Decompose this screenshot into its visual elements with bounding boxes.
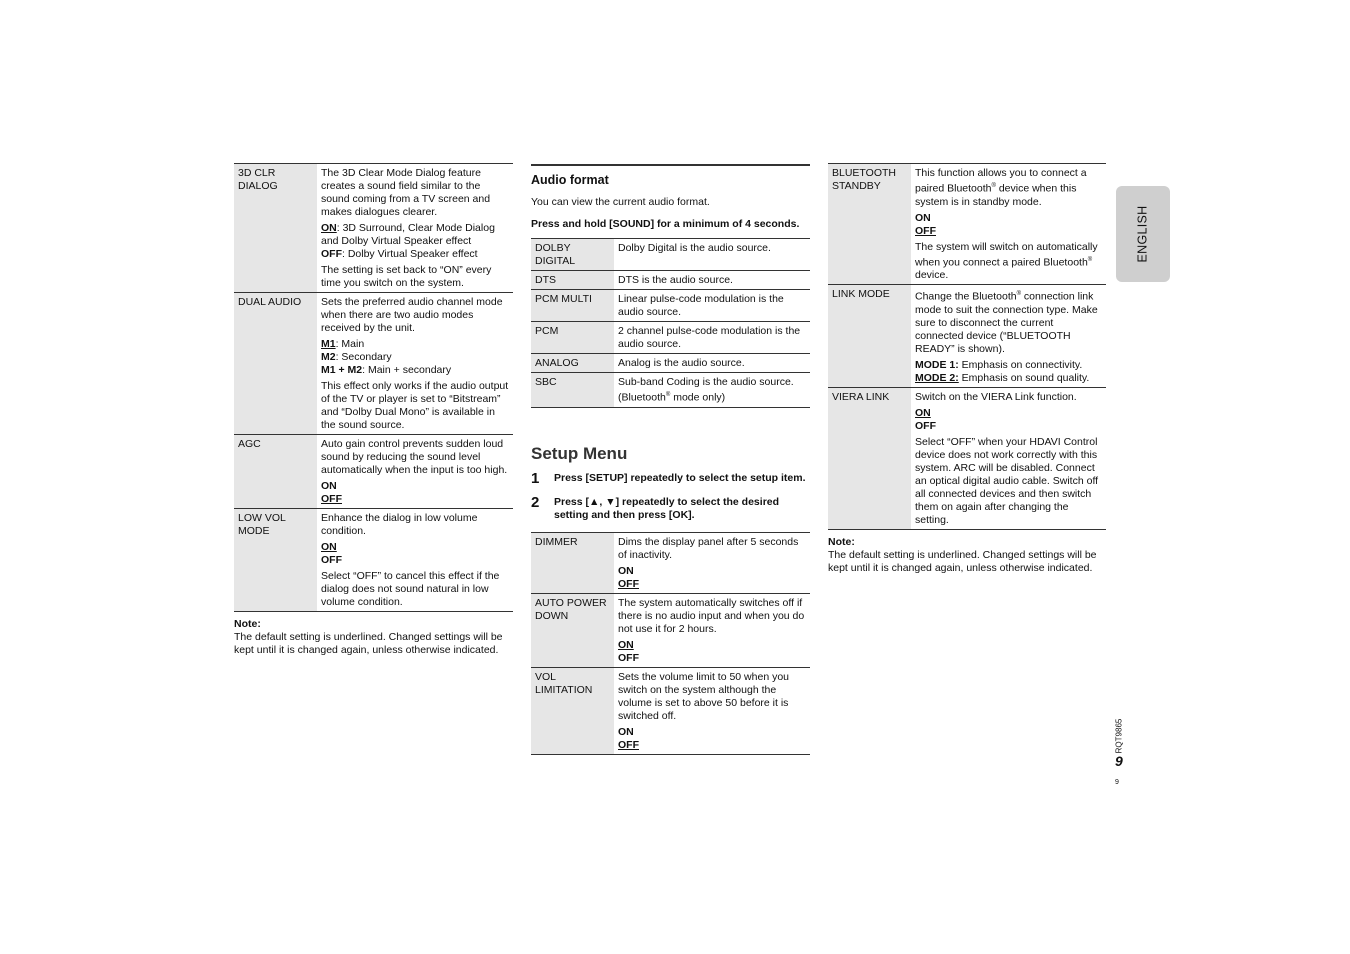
option-default: MODE 2: <box>915 371 959 384</box>
format-description: 2 channel pulse-code modulation is the audio source. <box>614 322 810 354</box>
note <box>828 536 1106 575</box>
table-row <box>828 387 1106 529</box>
format-name: SBC <box>531 373 614 408</box>
format-description: Analog is the audio source. <box>614 354 810 373</box>
page-number-small: 9 <box>1115 779 1119 786</box>
option-default: ON <box>915 406 931 419</box>
table-row <box>531 593 810 667</box>
table-row <box>531 271 810 290</box>
option: ON <box>321 480 337 492</box>
right-column <box>828 163 1106 575</box>
table-row <box>234 435 513 509</box>
option: M1 + M2 <box>321 364 363 376</box>
middle-column <box>531 164 810 755</box>
table-row <box>531 239 810 271</box>
sound-settings-table <box>234 163 513 612</box>
note-title: Note: <box>828 535 855 548</box>
option: ON <box>915 211 931 224</box>
table-row <box>234 509 513 612</box>
setting-description: Dims the display panel after 5 seconds of inactivity. ON OFF <box>614 532 810 593</box>
format-name: ANALOG <box>531 354 614 373</box>
table-row <box>531 322 810 354</box>
setting-name: LINK MODE <box>828 285 911 388</box>
option-default: M1 <box>321 338 336 350</box>
note <box>234 618 513 657</box>
table-row <box>531 532 810 593</box>
option: MODE 1: <box>915 358 959 371</box>
option-default: ON <box>321 541 337 553</box>
option-default: ON <box>321 222 337 234</box>
setting-name: BLUETOOTH STANDBY <box>828 164 911 285</box>
format-name: DTS <box>531 271 614 290</box>
setting-name: LOW VOL MODE <box>234 509 317 612</box>
option: ON <box>618 564 634 577</box>
setting-description: Auto gain control prevents sudden loud sound by reducing the sound level automatically when the input is too high. ON OFF <box>317 435 513 509</box>
setting-description: The 3D Clear Mode Dialog feature creates a sound field similar to the sound coming from a TV screen and makes dialogues clearer. ON: 3D Surround, Clear Mode Dialog and Dolby Virtual Speaker effect OFF: Dolby Virtual Speaker effect The setting is set back to “ON” every time you switch on the system. <box>317 164 513 293</box>
option: OFF <box>321 248 342 260</box>
setting-name: DUAL AUDIO <box>234 293 317 435</box>
format-description: Linear pulse-code modulation is the audio source. <box>614 290 810 322</box>
note-text: The default setting is underlined. Changed settings will be kept until it is changed again, unless otherwise indicated. <box>234 631 503 656</box>
table-row <box>234 164 513 293</box>
format-name: DOLBY DIGITAL <box>531 239 614 271</box>
format-name: PCM <box>531 322 614 354</box>
language-tab: ENGLISH <box>1116 186 1170 282</box>
table-row <box>531 354 810 373</box>
table-row <box>531 290 810 322</box>
format-description: Dolby Digital is the audio source. <box>614 239 810 271</box>
page-number: 9 <box>1115 753 1123 769</box>
step-text: Press [▲, ▼] repeatedly to select the desired setting and then press [OK]. <box>554 495 780 521</box>
table-row <box>531 667 810 754</box>
note-title: Note: <box>234 618 261 630</box>
document-code: RQT9865 <box>1114 718 1124 754</box>
setting-description: The system automatically switches off if there is no audio input and when you do not use it for 2 hours. ON OFF <box>614 593 810 667</box>
table-row <box>828 285 1106 388</box>
note-text: The default setting is underlined. Changed settings will be kept until it is changed again, unless otherwise indicated. <box>828 548 1097 574</box>
setting-name: DIMMER <box>531 532 614 593</box>
bluetooth-settings-table <box>828 163 1106 530</box>
setting-name: AGC <box>234 435 317 509</box>
setting-description: Change the Bluetooth® connection link mode to suit the connection type. Make sure to disconnect the current connected device (“BLUETOOTH READY” is shown). MODE 1: Emphasis on connectivity. MODE 2: Emphasis on sound quality. <box>911 285 1106 388</box>
setup-menu-title: Setup Menu <box>531 443 628 463</box>
step-text: Press [SETUP] repeatedly to select the setup item. <box>554 471 806 484</box>
option: ON <box>618 725 634 738</box>
option: OFF <box>915 419 936 432</box>
step-number: 2 <box>531 493 540 511</box>
audio-format-instruction: Press and hold [SOUND] for a minimum of 4 seconds. <box>531 218 800 230</box>
table-row <box>234 293 513 435</box>
option-default: OFF <box>618 577 639 590</box>
option: M2 <box>321 351 336 363</box>
table-row <box>828 164 1106 285</box>
option-default: OFF <box>618 738 639 751</box>
left-column <box>234 163 513 657</box>
setting-description: Sets the volume limit to 50 when you switch on the system although the volume is set to above 50 before it is switched off. ON OFF <box>614 667 810 754</box>
option-default: OFF <box>915 224 936 237</box>
setup-settings-table <box>531 532 810 755</box>
format-description: DTS is the audio source. <box>614 271 810 290</box>
option-default: ON <box>618 638 634 651</box>
setting-description: Sets the preferred audio channel mode when there are two audio modes received by the unit. M1: Main M2: Secondary M1 + M2: Main + secondary This effect only works if the audio output of the TV or player is set to “Bitstream” and “Dolby Dual Mono” is available in the sound source. <box>317 293 513 435</box>
setting-description: Enhance the dialog in low volume condition. ON OFF Select “OFF” to cancel this effect if the dialog does not sound natural in low volume condition. <box>317 509 513 612</box>
step <box>531 469 810 487</box>
step <box>531 493 810 522</box>
setting-description: Switch on the VIERA Link function. ON OFF Select “OFF” when your HDAVI Control device does not work correctly with this system. ARC will be disabled. Connect an optical digital audio cable. Switch off all connected devices and then switch them on again after changing the setting. <box>911 387 1106 529</box>
table-row <box>531 373 810 408</box>
setting-name: AUTO POWER DOWN <box>531 593 614 667</box>
audio-format-heading: Audio format <box>531 164 810 188</box>
option: OFF <box>321 554 342 566</box>
option: OFF <box>618 651 639 664</box>
format-description: Sub-band Coding is the audio source. (Bluetooth® mode only) <box>614 373 810 408</box>
setting-name: VOL LIMITATION <box>531 667 614 754</box>
setting-name: 3D CLR DIALOG <box>234 164 317 293</box>
audio-format-table <box>531 238 810 408</box>
option-default: OFF <box>321 493 342 505</box>
step-number: 1 <box>531 469 540 487</box>
format-name: PCM MULTI <box>531 290 614 322</box>
audio-format-intro: You can view the current audio format. <box>531 196 710 208</box>
setting-description: This function allows you to connect a paired Bluetooth® device when this system is in standby mode. ON OFF The system will switch on automatically when you connect a paired Bluetooth® device. <box>911 164 1106 285</box>
setting-name: VIERA LINK <box>828 387 911 529</box>
